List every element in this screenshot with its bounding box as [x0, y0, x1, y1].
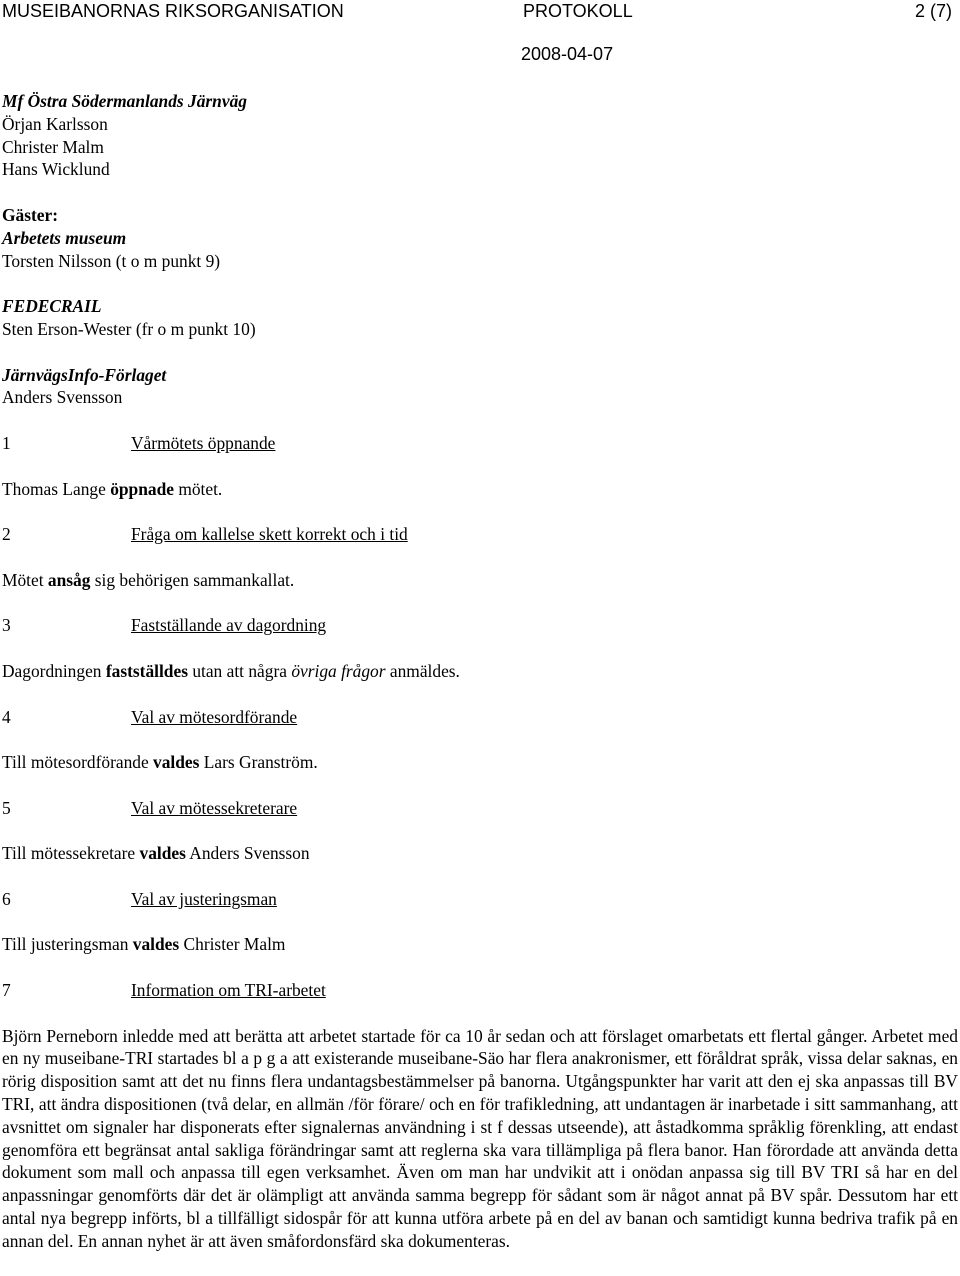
section-heading [2, 706, 958, 729]
section-heading [2, 979, 958, 1002]
section-title: Val av mötesordförande [131, 706, 298, 727]
section-heading [2, 614, 958, 637]
section-number: 3 [2, 615, 11, 636]
section-number: 7 [2, 980, 11, 1001]
section-number: 6 [2, 888, 11, 909]
page-number: 2 (7) [914, 1, 952, 21]
attendee-org: Mf Östra Södermanlands Järnväg [2, 91, 247, 111]
section-number: 4 [2, 706, 11, 727]
section-body: Dagordningen fastställdes utan att några övriga frågor anmäldes. [2, 660, 460, 681]
guests-label: Gäster: [2, 204, 59, 225]
section-body: Till mötessekretare valdes Anders Svensson [2, 843, 310, 864]
attendee-person: Örjan Karlsson [2, 113, 108, 134]
section-title: Val av mötessekreterare [131, 797, 298, 818]
section-heading [2, 523, 958, 546]
section-title: Vårmötets öppnande [131, 432, 276, 453]
section-heading [2, 432, 958, 455]
section-number: 1 [2, 432, 11, 453]
organization-name: MUSEIBANORNAS RIKSORGANISATION [2, 1, 344, 21]
section-body: Till mötesordförande valdes Lars Granström. [2, 752, 318, 773]
section-number: 2 [2, 524, 11, 545]
section-heading [2, 888, 958, 911]
section-title: Val av justeringsman [131, 888, 277, 909]
section-body: Mötet ansåg sig behörigen sammankallat. [2, 569, 295, 590]
guest-person: Anders Svensson [2, 387, 123, 408]
section-body: Till justeringsman valdes Christer Malm [2, 934, 286, 955]
section-title: Information om TRI-arbetet [131, 980, 326, 1001]
attendee-person: Hans Wicklund [2, 159, 110, 180]
section-title: Fastställande av dagordning [131, 615, 327, 636]
document-type: PROTOKOLL [523, 1, 633, 21]
guest-org: Arbetets museum [2, 227, 127, 248]
page-header [2, 0, 952, 22]
section-heading [2, 797, 958, 820]
guest-person: Sten Erson-Wester (fr o m punkt 10) [2, 318, 256, 339]
section-number: 5 [2, 797, 11, 818]
section-title: Fråga om kallelse skett korrekt och i tid [131, 524, 408, 545]
guest-person: Torsten Nilsson (t o m punkt 9) [2, 250, 221, 271]
guest-org: FEDECRAIL [2, 296, 102, 317]
guest-org: JärnvägsInfo-Förlaget [2, 364, 167, 385]
document-date: 2008-04-07 [521, 44, 614, 64]
document-body [2, 90, 958, 1253]
attendee-person: Christer Malm [2, 136, 104, 157]
section-paragraph: Björn Perneborn inledde med att berätta att arbetet startade för ca 10 år sedan och att förslaget omarbetats ett flertal gånger. Arbetet med en ny museibane-TRI startades bl a p g a att existerande museibane-Säo har flera anakronismer, ett föråldrat språk, vissa delar saknas, en rörig disposition samt att det nu finns flera undantagsbestämmelser på banorna. Utgångspunkter har varit att den ej ska anpassas till BV TRI, att ändra dispositionen (två delar, en allmän /för förare/ och en för trafikledning, att undantagen är inarbetade i sitt sammanhang, att avsnittet om signaler har disponerats efter signalernas användning i st f dessas utseende), att åstadkomma språklig förenkling, att endast genomföra ett begränsat antal sakliga förändringar samt att reglerna ska vara tillämpliga på flera banor. Han förordade att använda detta dokument som mall och anpassa till egen verksamhet. Även om man har undvikit att i onödan anpassa sig till BV TRI så har en del anpassningar genomförts där det är olämpligt att använda samma begrepp för sådant som är något annat på BV spår. Dessutom har ett antal nya begrepp införts, bl a tillfälligt sidospår för att kunna utföra arbete på en del av banan och samtidigt kunna bedriva trafik på en annan del. En annan nyhet är att även småfordonsfärd ska dokumenteras. [2, 1025, 958, 1251]
section-body: Thomas Lange öppnade mötet. [2, 478, 223, 499]
